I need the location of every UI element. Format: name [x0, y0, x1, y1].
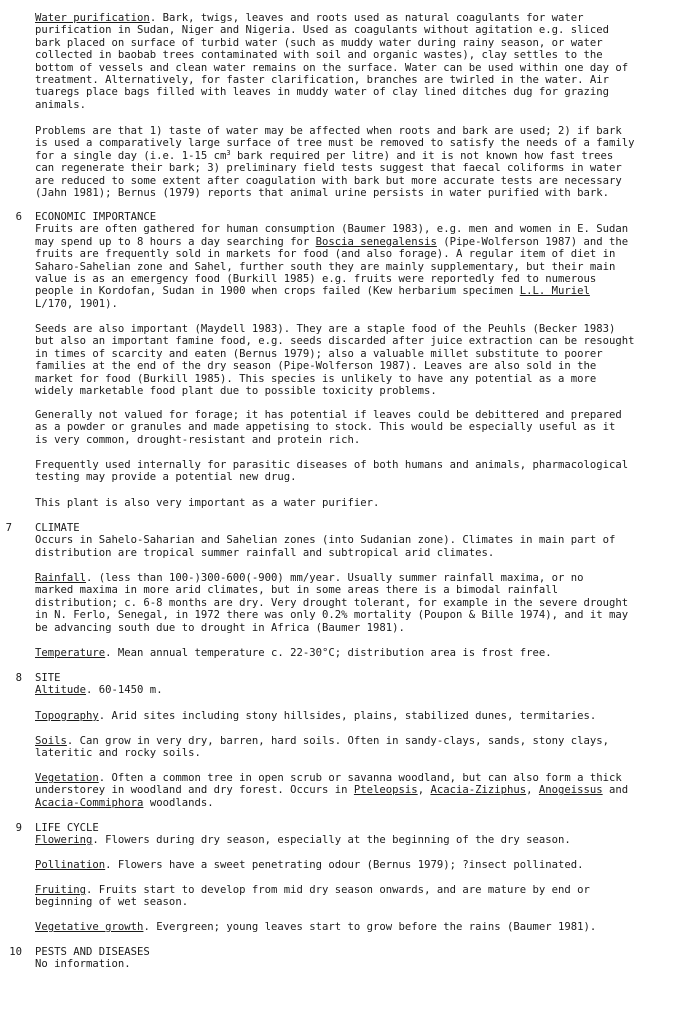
soils-paragraph — [35, 735, 667, 760]
pollination-heading: Pollination — [35, 859, 106, 871]
text-line: bark required per litre) and it is not known how fast trees — [230, 149, 614, 162]
seeds-paragraph — [35, 323, 667, 397]
text-line: in times of scarcity and eaten (Bernus 1979); also a valuable millet substitute to poorer — [35, 347, 603, 360]
text-line: is used a comparatively large surface of tree must be removed to satisfy the needs of a family — [35, 137, 635, 150]
altitude-heading: Altitude — [35, 684, 87, 697]
superscript-3: 3 — [226, 148, 231, 157]
text-line: may spend up to 8 hours a day searching for — [35, 235, 316, 248]
section-number-10: 10 — [9, 946, 22, 958]
species-boscia-senegalensis: Boscia senegalensis — [315, 235, 437, 248]
text-line: but also an important famine food, e.g. seeds discarded after juice extraction can be resought — [35, 335, 635, 348]
section-number-8: 8 — [15, 672, 22, 684]
section-6-economic-importance — [35, 211, 667, 310]
flowering-heading: Flowering — [35, 834, 93, 847]
text-line: bark placed on surface of turbid water (such as muddy water during rainy season, or water — [35, 36, 603, 49]
rainfall-paragraph — [35, 572, 667, 634]
text-line: fruits are frequently sold in markets for food (and also forage). A regular item of diet in — [35, 248, 616, 261]
temperature-paragraph — [35, 647, 667, 659]
text-line: . (less than 100-)300-600(-900) mm/year. Usually summer rainfall maxima, or no — [86, 572, 584, 584]
text-line: treatment. Alternatively, for faster clarification, branches are twirled in the water. Air — [35, 74, 610, 87]
forage-paragraph — [35, 409, 667, 446]
soils-heading: Soils — [35, 735, 67, 747]
text-line: are reduced to some extent after coagulation with bark but more accurate tests are necessary — [35, 174, 622, 187]
text-line: Seeds are also important (Maydell 1983). They are a staple food of the Peuhls (Becker 1983) — [35, 323, 616, 335]
section-7-title: CLIMATE — [35, 522, 80, 534]
text-line: . Can grow in very dry, barren, hard soils. Often in sandy-clays, sands, stony clays, — [66, 735, 610, 747]
text-line: . Often a common tree in open scrub or savanna woodland, but can also form a thick — [98, 772, 622, 784]
text-line: be advancing south due to drought in Africa (Baumer 1981). — [35, 621, 405, 634]
vegetative-growth-paragraph — [35, 921, 667, 933]
text-line: bottom of vessels and clean water remains on the surface. Water can be used within one day of — [35, 61, 629, 74]
text-line: (Pipe-Wolferson 1987) and the — [436, 235, 629, 248]
text-line: market for food (Burkill 1985). This species is unlikely to have any potential as a more — [35, 372, 597, 385]
section-9-title: LIFE CYCLE — [35, 822, 99, 834]
text-line: Saharo-Sahelian zone and Sahel, further south they are mainly supplementary, but their main — [35, 260, 616, 273]
text-line: is very common, drought-resistant and protein rich. — [35, 433, 361, 446]
section-9-life-cycle — [35, 822, 667, 847]
section-10-pests-and-diseases — [35, 946, 667, 971]
vegetative-growth-heading: Vegetative growth — [35, 921, 144, 933]
text-line: (Jahn 1981); Bernus (1979) reports that animal urine persists in water purified with bark. — [35, 187, 610, 200]
medicinal-paragraph — [35, 459, 667, 484]
text-line: marked maxima in more arid climates, but in some areas there is a bimodal rainfall — [35, 584, 558, 597]
section-8-site — [35, 672, 667, 697]
pollination-paragraph — [35, 859, 667, 871]
section-number-6: 6 — [15, 211, 22, 223]
text-line: This plant is also very important as a water purifier. — [35, 497, 380, 509]
text-line: lateritic and rocky soils. — [35, 747, 201, 760]
text-line: value is as an emergency food (Burkill 1985) e.g. fruits were reportedly fed to numerous — [35, 273, 597, 286]
section-number-7: 7 — [5, 522, 12, 534]
genus-acacia-ziziphus: Acacia-Ziziphus — [430, 784, 527, 797]
text-line: Occurs in Sahelo-Saharian and Sahelian zones (into Sudanian zone). Climates in main part of — [35, 534, 616, 547]
text-line: purification in Sudan, Niger and Nigeria. Used as coagulants without agitation e.g. sliced — [35, 24, 610, 37]
text-line: can regenerate their bark; 3) preliminary field tests suggest that faecal coliforms in water — [35, 162, 622, 175]
text-line: for a single day (i.e. 1-15 cm — [35, 149, 227, 162]
fruiting-heading: Fruiting — [35, 884, 87, 896]
fruiting-paragraph — [35, 884, 667, 909]
text-line: families at the end of the dry season (Pipe-Wolferson 1987). Leaves are also sold in the — [35, 360, 597, 373]
vegetation-paragraph — [35, 772, 667, 809]
water-purification-paragraph — [35, 12, 667, 111]
text-line: . Arid sites including stony hillsides, plains, stabilized dunes, termitaries. — [98, 710, 597, 722]
text-line: . 60-1450 m. — [86, 684, 163, 697]
genus-anogeissus: Anogeissus — [538, 784, 603, 797]
text-line: No information. — [35, 958, 131, 971]
text-line: . Flowers have a sweet penetrating odour (Bernus 1979); ?insect pollinated. — [105, 859, 584, 871]
specimen-ll-muriel: L.L. Muriel — [519, 285, 590, 298]
vegetation-heading: Vegetation — [35, 772, 99, 784]
text-line: . Bark, twigs, leaves and roots used as natural coagulants for water — [149, 12, 584, 24]
section-6-title: ECONOMIC IMPORTANCE — [35, 211, 157, 223]
rainfall-heading: Rainfall — [35, 572, 87, 584]
text-line: animals. — [35, 98, 87, 111]
text-line: Generally not valued for forage; it has potential if leaves could be debittered and prepared — [35, 409, 622, 421]
topography-heading: Topography — [35, 710, 99, 722]
water-purifier-paragraph — [35, 497, 667, 509]
temperature-heading: Temperature — [35, 647, 106, 659]
text-line: in N. Ferlo, Senegal, in 1972 there was only 0.2% mortality (Poupon & Bille 1974), and it may — [35, 609, 629, 622]
text-line: . Mean annual temperature c. 22-30°C; distribution area is frost free. — [105, 647, 552, 659]
water-purification-heading: Water purification — [35, 12, 150, 24]
text-line: tuaregs place bags filled with leaves in muddy water of clay lined ditches dug for grazing — [35, 86, 610, 99]
text-line: Fruits are often gathered for human consumption (Baumer 1983), e.g. men and women in E. Sudan — [35, 223, 629, 236]
text-line: collected in baobab trees contaminated with soil and organic wastes), clay settles to the — [35, 49, 603, 62]
section-7-climate — [35, 522, 667, 559]
text-line: . Flowers during dry season, especially at the beginning of the dry season. — [92, 834, 571, 847]
problems-paragraph — [35, 125, 667, 199]
text-line: . Evergreen; young leaves start to grow before the rains (Baumer 1981). — [143, 921, 597, 933]
section-10-title: PESTS AND DISEASES — [35, 946, 150, 958]
text-line: widely marketable food plant due to possible toxicity problems. — [35, 385, 437, 398]
text-line: woodlands. — [143, 796, 214, 809]
text-line: people in Kordofan, Sudan in 1900 when crops failed (Kew herbarium specimen — [35, 285, 520, 298]
separator: , — [417, 784, 431, 797]
text-line: and — [602, 784, 629, 797]
topography-paragraph — [35, 710, 667, 722]
text-line: as a powder or granules and made appetising to stock. This would be especially useful as it — [35, 421, 616, 434]
text-line: understorey in woodland and dry forest. Occurs in — [35, 784, 354, 797]
genus-pteleopsis: Pteleopsis — [353, 784, 418, 797]
text-line: distribution; c. 6-8 months are dry. Very drought tolerant, for example in the severe drought — [35, 596, 629, 609]
section-8-title: SITE — [35, 672, 61, 684]
text-line: testing may provide a potential new drug. — [35, 471, 297, 484]
genus-acacia-commiphora: Acacia-Commiphora — [35, 796, 144, 809]
text-line: Problems are that 1) taste of water may be affected when roots and bark are used; 2) if bark — [35, 125, 622, 137]
text-line: beginning of wet season. — [35, 896, 189, 909]
text-line: . Fruits start to develop from mid dry season onwards, and are mature by end or — [86, 884, 590, 896]
text-line: Frequently used internally for parasitic diseases of both humans and animals, pharmacological — [35, 459, 629, 471]
text-line: distribution are tropical summer rainfall and subtropical arid climates. — [35, 546, 495, 559]
section-number-9: 9 — [15, 822, 22, 834]
separator: , — [526, 784, 539, 797]
text-line: L/170, 1901). — [35, 297, 118, 310]
